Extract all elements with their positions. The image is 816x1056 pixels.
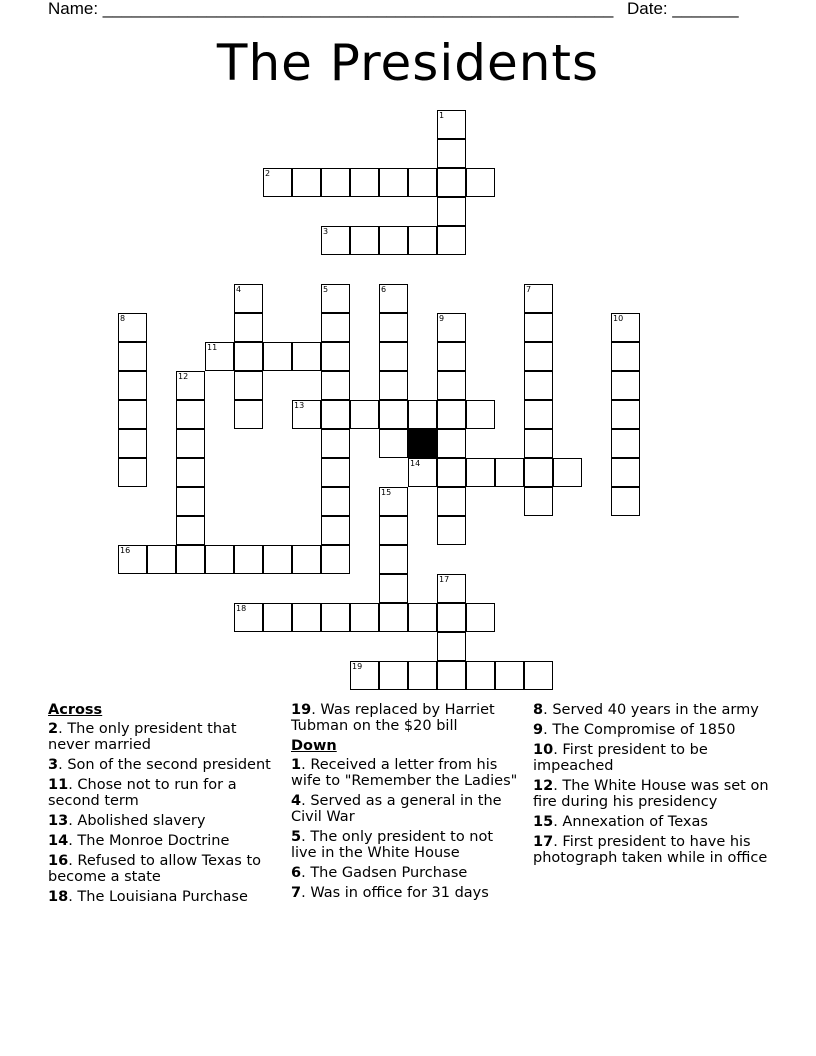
clue-number: 6 (381, 285, 387, 294)
clue-number: 4 (236, 285, 242, 294)
grid-cell[interactable] (292, 603, 321, 632)
clue-item: 12. The White House was set on fire during his presidency (533, 778, 769, 810)
clue-item-text: The Gadsen Purchase (310, 865, 468, 881)
grid-cell[interactable] (379, 603, 408, 632)
section-heading: Down (291, 738, 337, 754)
clue-item-text: The Louisiana Purchase (77, 889, 248, 905)
grid-cell[interactable] (234, 284, 263, 313)
clue-item-number: 19 (291, 702, 312, 718)
grid-cell[interactable] (524, 342, 553, 371)
grid-cell[interactable] (176, 458, 205, 487)
grid-cell[interactable] (437, 429, 466, 458)
grid-cell[interactable] (437, 400, 466, 429)
grid-cell[interactable] (466, 168, 495, 197)
grid-cell[interactable] (321, 342, 350, 371)
grid-cell[interactable] (234, 400, 263, 429)
clue-item-text: First president to have his photograph taken while in office (533, 834, 768, 866)
grid-cell[interactable] (147, 545, 176, 574)
grid-cell[interactable] (321, 516, 350, 545)
date-field[interactable]: Date: _______ (627, 0, 739, 18)
clue-item-text: Refused to allow Texas to become a state (48, 853, 262, 885)
grid-cell[interactable] (321, 603, 350, 632)
clue-number: 9 (439, 314, 445, 323)
grid-cell[interactable] (321, 226, 350, 255)
clue-number: 3 (323, 227, 329, 236)
clue-item: 13. Abolished slavery (48, 813, 206, 829)
grid-cell[interactable] (437, 487, 466, 516)
clue-item: 2. The only president that never married (48, 721, 237, 753)
grid-cell[interactable] (611, 400, 640, 429)
clue-item-text: Son of the second president (67, 757, 271, 773)
clue-item-text: Annexation of Texas (562, 814, 708, 830)
grid-cell[interactable] (176, 516, 205, 545)
grid-cell[interactable] (379, 545, 408, 574)
clue-item-text: The only president that never married (48, 721, 237, 753)
grid-cell[interactable] (379, 371, 408, 400)
clue-number: 15 (381, 488, 392, 497)
clue-item-number: 16 (48, 853, 69, 869)
clue-number: 2 (265, 169, 271, 178)
clue-item-number: 10 (533, 742, 554, 758)
grid-cell[interactable] (234, 342, 263, 371)
grid-cell[interactable] (437, 342, 466, 371)
grid-cell[interactable] (524, 458, 553, 487)
grid-cell[interactable] (524, 487, 553, 516)
grid-cell[interactable] (176, 400, 205, 429)
grid-cell[interactable] (263, 603, 292, 632)
grid-cell[interactable] (437, 661, 466, 690)
black-cell (408, 429, 437, 458)
clue-item-number: 11 (48, 777, 69, 793)
grid-cell[interactable] (495, 458, 524, 487)
grid-cell[interactable] (379, 574, 408, 603)
grid-cell[interactable] (611, 429, 640, 458)
clue-item: 7. Was in office for 31 days (291, 885, 489, 901)
page-title: The Presidents (216, 34, 600, 92)
grid-cell[interactable] (321, 284, 350, 313)
grid-cell[interactable] (350, 603, 379, 632)
clue-item: 8. Served 40 years in the army (533, 702, 759, 718)
clue-item: 6. The Gadsen Purchase (291, 865, 468, 881)
grid-cell[interactable] (495, 661, 524, 690)
clue-item-number: 9 (533, 722, 544, 738)
clue-item-number: 4 (291, 793, 302, 809)
grid-cell[interactable] (379, 226, 408, 255)
clue-item-text: Abolished slavery (77, 813, 206, 829)
grid-cell[interactable] (437, 458, 466, 487)
grid-cell[interactable] (437, 110, 466, 139)
clue-item: 18. The Louisiana Purchase (48, 889, 248, 905)
grid-cell[interactable] (350, 661, 379, 690)
clue-item: 17. First president to have his photograph taken while in office (533, 834, 768, 866)
clue-item-number: 14 (48, 833, 69, 849)
clue-item-text: Received a letter from his wife to "Remember the Ladies" (291, 757, 518, 789)
clue-item: 11. Chose not to run for a second term (48, 777, 237, 809)
grid-cell[interactable] (321, 400, 350, 429)
clue-item-text: The only president to not live in the White House (291, 829, 494, 861)
clue-item: 19. Was replaced by Harriet Tubman on the $20 bill (291, 702, 495, 734)
grid-cell[interactable] (118, 400, 147, 429)
clue-item: 14. The Monroe Doctrine (48, 833, 230, 849)
clue-item-number: 5 (291, 829, 302, 845)
grid-cell[interactable] (350, 168, 379, 197)
clue-number: 8 (120, 314, 126, 323)
clue-item-text: Chose not to run for a second term (48, 777, 237, 809)
grid-cell[interactable] (611, 371, 640, 400)
clue-number: 13 (294, 401, 305, 410)
clue-item-number: 12 (533, 778, 554, 794)
grid-cell[interactable] (176, 429, 205, 458)
clue-item-text: Was in office for 31 days (310, 885, 489, 901)
grid-cell[interactable] (437, 226, 466, 255)
grid-cell[interactable] (524, 400, 553, 429)
clue-number: 17 (439, 575, 450, 584)
clue-item: 15. Annexation of Texas (533, 814, 708, 830)
grid-cell[interactable] (118, 313, 147, 342)
clue-number: 19 (352, 662, 363, 671)
grid-cell[interactable] (176, 487, 205, 516)
clue-item: 16. Refused to allow Texas to become a state (48, 853, 262, 885)
grid-cell[interactable] (350, 226, 379, 255)
grid-cell[interactable] (437, 574, 466, 603)
grid-cell[interactable] (524, 429, 553, 458)
grid-cell[interactable] (466, 458, 495, 487)
grid-cell[interactable] (408, 400, 437, 429)
grid-cell[interactable] (176, 545, 205, 574)
grid-cell[interactable] (292, 400, 321, 429)
clue-item-number: 13 (48, 813, 69, 829)
grid-cell[interactable] (524, 284, 553, 313)
grid-cell[interactable] (321, 168, 350, 197)
grid-cell[interactable] (379, 516, 408, 545)
clue-number: 16 (120, 546, 131, 555)
clue-item-number: 3 (48, 757, 59, 773)
grid-cell[interactable] (205, 342, 234, 371)
grid-cell[interactable] (466, 603, 495, 632)
grid-cell[interactable] (408, 226, 437, 255)
grid-cell[interactable] (263, 168, 292, 197)
grid-cell[interactable] (611, 342, 640, 371)
clue-item-text: Served as a general in the Civil War (291, 793, 502, 825)
grid-cell[interactable] (118, 458, 147, 487)
clue-item-text: The White House was set on fire during his presidency (533, 778, 769, 810)
grid-cell[interactable] (379, 342, 408, 371)
clue-column-2 (291, 702, 521, 905)
grid-cell[interactable] (437, 168, 466, 197)
clue-number: 14 (410, 459, 421, 468)
grid-cell[interactable] (611, 313, 640, 342)
clue-item-number: 2 (48, 721, 59, 737)
grid-cell[interactable] (437, 632, 466, 661)
grid-cell[interactable] (263, 342, 292, 371)
clue-item: 9. The Compromise of 1850 (533, 722, 736, 738)
clue-item: 10. First president to be impeached (533, 742, 708, 774)
grid-cell[interactable] (321, 313, 350, 342)
grid-cell[interactable] (205, 545, 234, 574)
grid-cell[interactable] (466, 400, 495, 429)
clue-item: 5. The only president to not live in the White House (291, 829, 494, 861)
grid-cell[interactable] (118, 371, 147, 400)
clue-column-1 (48, 702, 278, 909)
clue-number: 1 (439, 111, 445, 120)
clue-item-number: 6 (291, 865, 302, 881)
grid-cell[interactable] (350, 400, 379, 429)
clue-item-number: 17 (533, 834, 554, 850)
grid-cell[interactable] (292, 545, 321, 574)
grid-cell[interactable] (292, 168, 321, 197)
grid-cell[interactable] (263, 545, 292, 574)
grid-cell[interactable] (408, 168, 437, 197)
grid-cell[interactable] (379, 313, 408, 342)
clue-item-text: Served 40 years in the army (552, 702, 759, 718)
clue-item-number: 8 (533, 702, 544, 718)
grid-cell[interactable] (379, 429, 408, 458)
grid-cell[interactable] (118, 429, 147, 458)
grid-cell[interactable] (379, 661, 408, 690)
grid-cell[interactable] (321, 429, 350, 458)
clue-number: 11 (207, 343, 218, 352)
grid-cell[interactable] (118, 545, 147, 574)
grid-cell[interactable] (437, 516, 466, 545)
grid-cell[interactable] (321, 458, 350, 487)
clue-number: 7 (526, 285, 532, 294)
grid-cell[interactable] (408, 458, 437, 487)
grid-cell[interactable] (611, 458, 640, 487)
grid-cell[interactable] (437, 197, 466, 226)
grid-cell[interactable] (553, 458, 582, 487)
grid-cell[interactable] (437, 139, 466, 168)
clue-item-text: First president to be impeached (533, 742, 708, 774)
grid-cell[interactable] (524, 661, 553, 690)
grid-cell[interactable] (524, 313, 553, 342)
clue-item-number: 18 (48, 889, 69, 905)
grid-cell[interactable] (379, 284, 408, 313)
grid-cell[interactable] (437, 313, 466, 342)
clue-item-text: Was replaced by Harriet Tubman on the $20 bill (291, 702, 495, 734)
grid-cell[interactable] (321, 487, 350, 516)
clue-number: 10 (613, 314, 624, 323)
grid-cell[interactable] (466, 661, 495, 690)
grid-cell[interactable] (234, 603, 263, 632)
grid-cell[interactable] (379, 400, 408, 429)
clue-item: 3. Son of the second president (48, 757, 271, 773)
clue-item-number: 15 (533, 814, 554, 830)
grid-cell[interactable] (408, 661, 437, 690)
grid-cell[interactable] (379, 168, 408, 197)
clue-column-3 (533, 702, 773, 870)
clue-item-text: The Compromise of 1850 (552, 722, 736, 738)
clue-item-text: The Monroe Doctrine (77, 833, 230, 849)
section-heading: Across (48, 702, 103, 718)
grid-cell[interactable] (437, 371, 466, 400)
grid-cell[interactable] (176, 371, 205, 400)
grid-cell[interactable] (379, 487, 408, 516)
clue-number: 12 (178, 372, 189, 381)
grid-cell[interactable] (321, 371, 350, 400)
clue-number: 18 (236, 604, 247, 613)
name-field[interactable]: Name: ______________________________________________________ (48, 0, 614, 18)
grid-cell[interactable] (292, 342, 321, 371)
clue-item-number: 7 (291, 885, 302, 901)
clue-item: 1. Received a letter from his wife to "Remember the Ladies" (291, 757, 518, 789)
grid-cell[interactable] (408, 603, 437, 632)
grid-cell[interactable] (118, 342, 147, 371)
grid-cell[interactable] (321, 545, 350, 574)
grid-cell[interactable] (234, 313, 263, 342)
grid-cell[interactable] (234, 371, 263, 400)
clue-item-number: 1 (291, 757, 302, 773)
grid-cell[interactable] (524, 371, 553, 400)
clue-item: 4. Served as a general in the Civil War (291, 793, 502, 825)
clue-number: 5 (323, 285, 329, 294)
grid-cell[interactable] (611, 487, 640, 516)
grid-cell[interactable] (437, 603, 466, 632)
grid-cell[interactable] (234, 545, 263, 574)
